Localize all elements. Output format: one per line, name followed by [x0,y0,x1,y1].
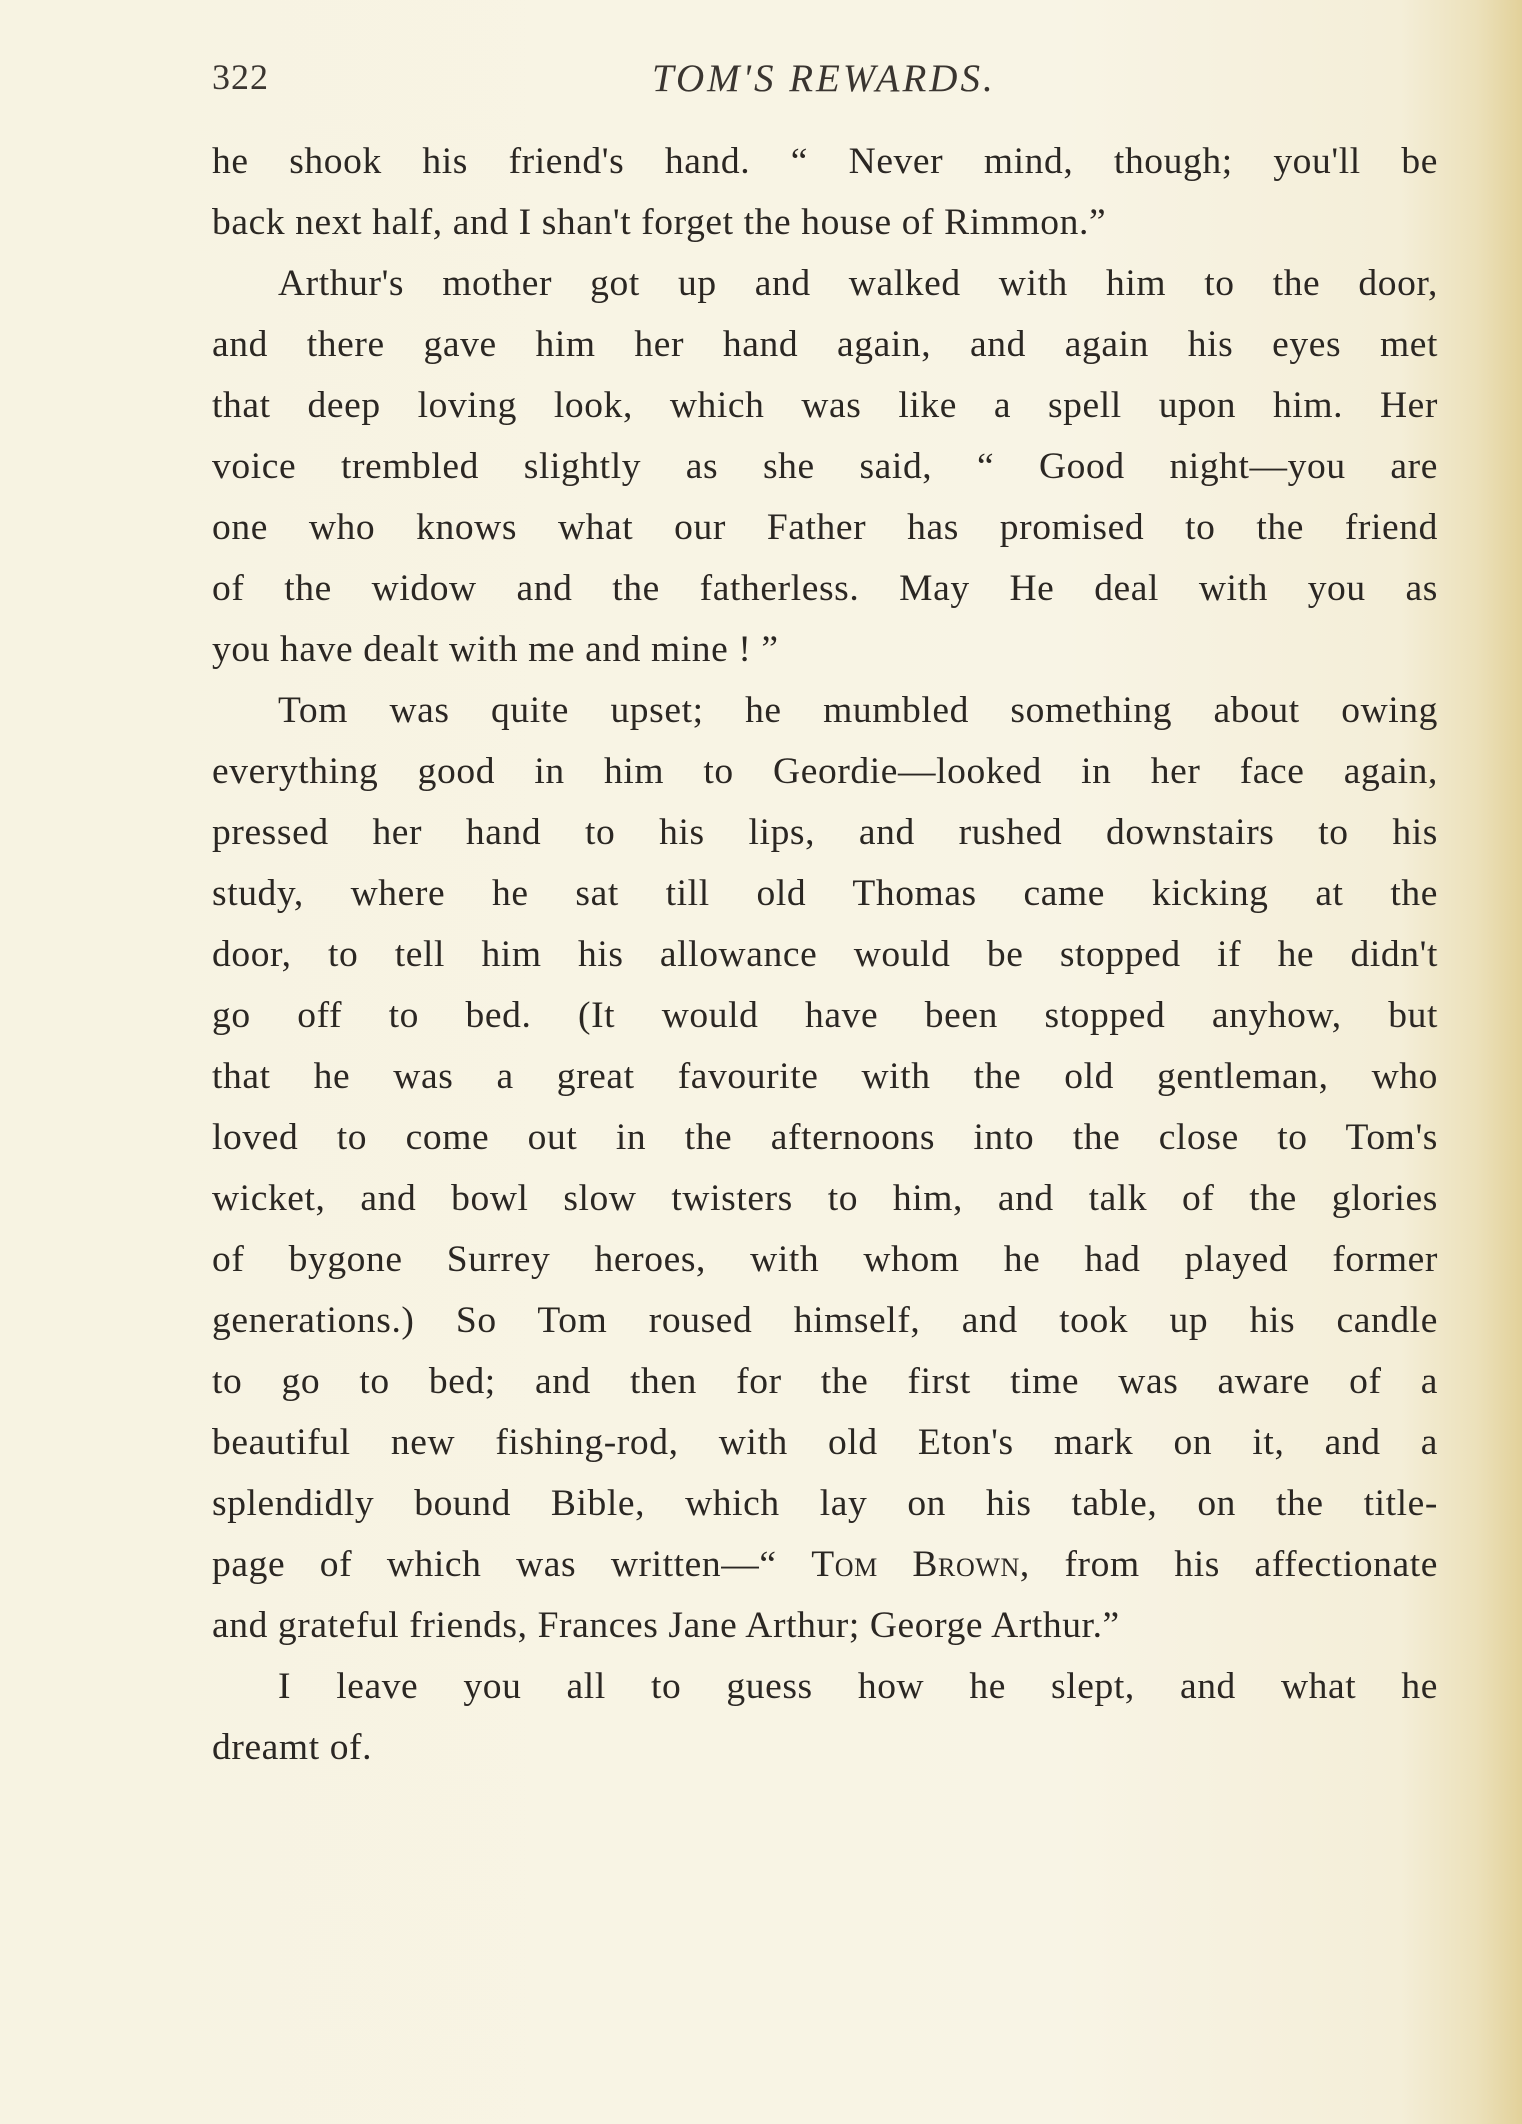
text-line: page of which was written—“ Tom Brown, from his affectionate [212,1544,1439,1585]
text-line: generations.) So Tom roused himself, and took up his candle [212,1300,1438,1341]
text-line: one who knows what our Father has promised to the friend [212,507,1438,548]
text-line: Tom was quite upset; he mumbled something about owing [278,690,1438,731]
text-line: you have dealt with me and mine ! ” [212,629,779,670]
text-line: I leave you all to guess how he slept, and what he [278,1666,1438,1707]
page-number: 322 [212,57,269,97]
name-small-caps: Tom Brown [811,1544,1020,1585]
text-line: study, where he sat till old Thomas came kicking at the [212,873,1438,914]
text-line: wicket, and bowl slow twisters to him, and talk of the glories [212,1178,1438,1219]
text-line: and grateful friends, Frances Jane Arthur; George Arthur.” [212,1605,1120,1646]
body-text [212,131,1438,1778]
text-line: that he was a great favourite with the old gentleman, who [212,1056,1438,1097]
text-line: beautiful new fishing-rod, with old Eton's mark on it, and a [212,1422,1438,1463]
text-line: to go to bed; and then for the first time was aware of a [212,1361,1438,1402]
text-line: dreamt of. [212,1727,373,1768]
text-line: of the widow and the fatherless. May He deal with you as [212,568,1438,609]
text-line: that deep loving look, which was like a spell upon him. Her [212,385,1438,426]
text-line: door, to tell him his allowance would be stopped if he didn't [212,934,1438,975]
text-line: and there gave him her hand again, and again his eyes met [212,324,1438,365]
text-line: Arthur's mother got up and walked with him to the door, [278,263,1438,304]
text-line: everything good in him to Geordie—looked in her face again, [212,751,1438,792]
text-line: voice trembled slightly as she said, “ Good night—you are [212,446,1438,487]
text-line: loved to come out in the afternoons into the close to Tom's [212,1117,1438,1158]
text-line: he shook his friend's hand. “ Never mind, though; you'll be [212,141,1438,182]
text-line: back next half, and I shan't forget the house of Rimmon.” [212,202,1107,243]
text-line: splendidly bound Bible, which lay on his table, on the title- [212,1483,1438,1524]
text-line: pressed her hand to his lips, and rushed downstairs to his [212,812,1438,853]
page-header [212,56,1438,116]
running-head: TOM'S REWARDS. [652,57,996,100]
text-line: go off to bed. (It would have been stopped anyhow, but [212,995,1438,1036]
text-line: of bygone Surrey heroes, with whom he had played former [212,1239,1438,1280]
